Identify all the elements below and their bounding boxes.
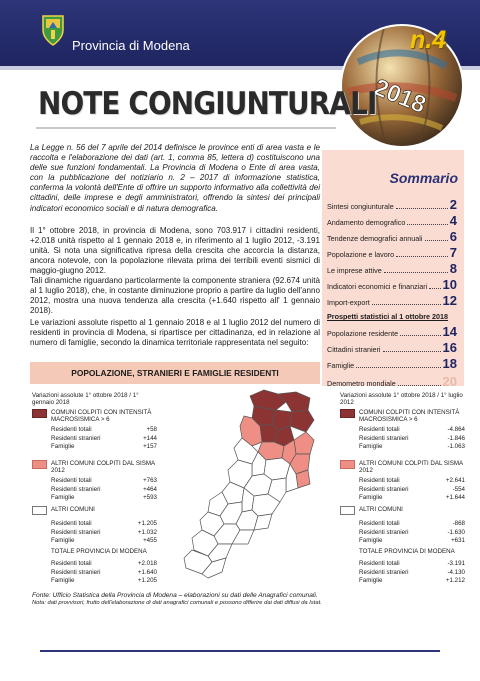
legend-stat: Famiglie +593 [51,494,157,502]
sommario-item[interactable]: Popolazione residente 14 [327,324,457,339]
legend-section: ALTRI COMUNI Residenti totali -868 Residenti stranieri -1.630 Famiglie +631 [340,506,465,546]
legend-section: TOTALE PROVINCIA DI MODENA Residenti totali +2.018 Residenti stranieri +1.640 Famiglie +1.205 [32,548,157,586]
legend-stat: Residenti stranieri -4.130 [359,568,465,576]
legend-section: TOTALE PROVINCIA DI MODENA Residenti totali -3.191 Residenti stranieri -4.130 Famiglie +1.212 [340,548,465,586]
legend-left [32,392,157,585]
legend-swatch-other [340,460,355,469]
legend-stat: Famiglie +157 [51,443,157,451]
legend-section: COMUNI COLPITI CON INTENSITÀ MACROSISMICA > 6 Residenti totali -4.864 Residenti stranieri -1.846 Famiglie -1.063 [340,409,465,452]
legend-stat: Residenti totali +1.205 [51,520,157,527]
legend-section: COMUNI COLPITI CON INTENSITÀ MACROSISMICA > 6 Residenti totali +58 Residenti stranieri +144 Famiglie +157 [32,409,157,452]
province-map [168,388,336,588]
legend-swatch-altri [340,506,355,515]
year-label: 2018 [370,73,430,119]
sommario-item[interactable]: Sintesi congiunturale 2 [327,197,457,212]
sommario-item[interactable]: Andamento demografico 4 [327,213,457,228]
source-note: Fonte: Ufficio Statistica della Provincia di Modena – elaborazioni su dati delle Anagrafici comunali. [32,592,318,599]
legend-stat: Famiglie +1.644 [359,494,465,502]
section-band [30,362,320,384]
legend-stat: Residenti totali +2.641 [359,477,465,484]
page-title: NOTE CONGIUNTURALI [38,86,377,122]
legend-stat: Residenti totali +763 [51,477,157,484]
legend-right [340,392,465,585]
legend-swatch-high [340,409,355,418]
legend-stat: Residenti totali -868 [359,520,465,527]
legend-stat: Famiglie -1.063 [359,443,465,451]
title-rule [36,127,336,129]
legend-caption: Variazioni assolute 1° ottobre 2018 / 1° luglio 2012 [340,392,463,407]
legend-stat: Residenti stranieri +464 [51,485,157,493]
legend-stat: Residenti stranieri +1.640 [51,568,157,576]
province-name: Provincia di Modena [72,38,190,53]
legend-stat: Famiglie +631 [359,537,465,545]
legend-swatch-high [32,409,47,418]
legend-swatch-altri [32,506,47,515]
sommario-title: Sommario [389,170,458,186]
legend-stat: Residenti stranieri +1.032 [51,528,157,536]
map-area-high-seismic [290,410,314,432]
map-area-other-seismic [294,432,314,454]
sommario-item[interactable]: Tendenze demografici annuali 6 [327,229,457,244]
legend-stat: Famiglie +1.205 [51,577,157,585]
sommario-item[interactable]: Import-export 12 [327,293,457,308]
legend-swatch-other [32,460,47,469]
issue-number: n.4 [410,26,447,54]
sommario-box [322,150,464,389]
sommario-item[interactable]: Cittadini stranieri 16 [327,340,457,355]
sommario-item[interactable]: Indicatori economici e finanziari 10 [327,277,457,292]
intro-paragraph: La Legge n. 56 del 7 aprile del 2014 definisce le province enti di area vasta e le raccolta e l'elaborazione dei dati (art. 1, comma 85, lettera d) costituiscono una delle sue funzioni fondamentali. La Provincia di Modena o Ente di area vasta, con la pubblicazione del notiziario n. 2 – 2017 di informazione statistica, conferma la volontà dell'Ente di offrire un supporto informativo alla collettività dei cittadini, delle imprese e degli amministratori, offrendo la sintesi dei principali indicatori economico sociali e di natura demografica. [30,143,320,213]
sommario-item[interactable]: Le imprese attive 8 [327,261,457,276]
sommario-subheading: Prospetti statistici al 1 ottobre 2018 [327,312,449,321]
legend-stat: Residenti totali -4.864 [359,426,465,433]
legend-stat: Residenti totali +2.018 [51,560,157,567]
sommario-item[interactable]: Demometro mondiale 20 [327,374,457,389]
legend-section: ALTRI COMUNI COLPITI DAL SISMA 2012 Residenti totali +763 Residenti stranieri +464 Famiglie +593 [32,460,157,503]
bottom-rule [40,650,440,652]
legend-stat: Famiglie +1.212 [359,577,465,585]
legend-caption: Variazioni assolute 1° ottobre 2018 / 1° gennaio 2018 [32,392,139,407]
legend-stat: Residenti stranieri +144 [51,434,157,442]
province-crest-icon [40,14,66,48]
section-band-title: POPOLAZIONE, STRANIERI E FAMIGLIE RESIDENTI [71,368,279,378]
sommario-item[interactable]: Popolazione e lavoro 7 [327,245,457,260]
paragraph-population: Il 1° ottobre 2018, in provincia di Modena, sono 703.917 i cittadini residenti, +2.018 unità rispetto al 1 gennaio 2018 e, in riferimento al 1 luglio 2012, -3.191 unità. Si nota una significativa ripresa della crescita che accorcia la distanza, ancora notevole, con la popolazione rilevata prima dei terribili eventi sismici di maggio-giugno 2012. [30,226,320,276]
paragraph-variations: Le variazioni assolute rispetto al 1 gennaio 2018 e al 1 luglio 2012 del numero di residenti in provincia di Modena, si ripartisce per cittadinanza, ed in relazione al numero di famiglie, secondo la dinamica territoriale rappresentata nel seguito: [30,318,320,348]
legend-stat: Famiglie +455 [51,537,157,545]
legend-stat: Residenti stranieri -1.630 [359,528,465,536]
legend-stat: Residenti totali +58 [51,426,157,433]
legend-section: ALTRI COMUNI Residenti totali +1.205 Residenti stranieri +1.032 Famiglie +455 [32,506,157,546]
sommario-item[interactable]: Famiglie 18 [327,356,457,371]
paragraph-foreigners: Tali dinamiche riguardano particolarmente la componente straniera (92.674 unità al 1 luglio 2018), che, in costante diminuzione proprio a partire da luglio dell'anno 2012, mostra una nuova tendenza alla crescita (+1.640 rispetto all' 1 gennaio 2018). [30,276,320,316]
legend-stat: Residenti stranieri -1.846 [359,434,465,442]
legend-stat: Residenti stranieri -554 [359,485,465,493]
data-note: Nota: dati provvisori, frutto dell'elaborazione di dati anagrafici comunali e possono differire dai dati diffusi da Istat. [32,600,322,606]
legend-stat: Residenti totali -3.191 [359,560,465,567]
legend-section: ALTRI COMUNI COLPITI DAL SISMA 2012 Residenti totali +2.641 Residenti stranieri -554 Famiglie +1.644 [340,460,465,503]
